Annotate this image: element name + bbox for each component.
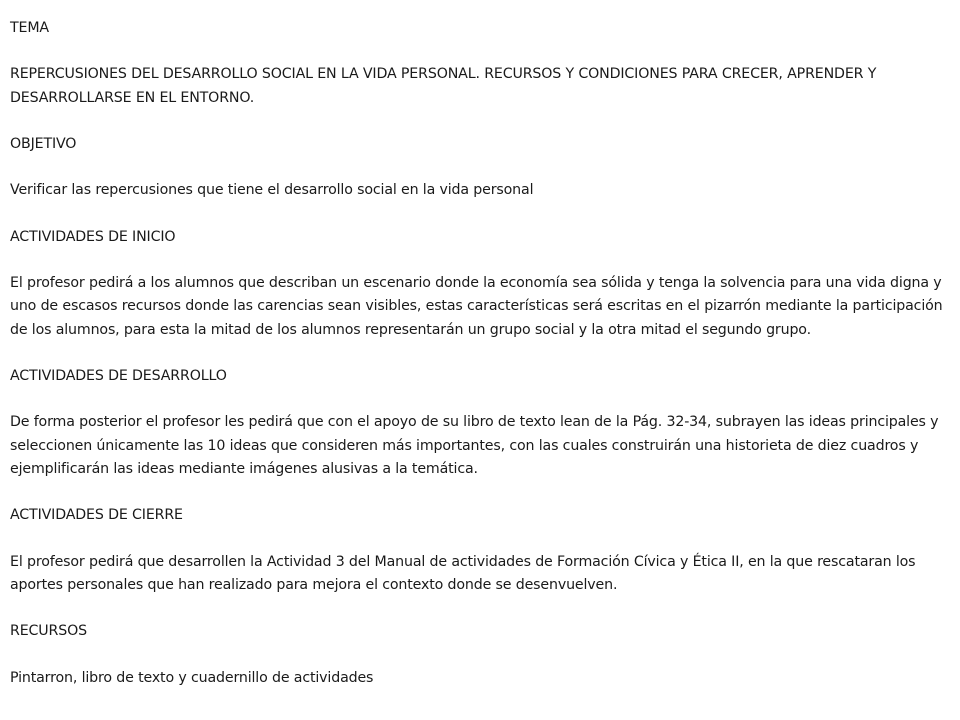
spacer <box>10 388 950 411</box>
spacer <box>10 597 950 620</box>
section-body-actividades-inicio: El profesor pedirá a los alumnos que describan un escenario donde la economía sea sólida y tenga la solvencia para una vida digna y uno de escasos recursos donde las carencias sean visibles, estas características será escritas en el pizarrón mediante la participación de los alumnos, para esta la mitad de los alumnos representarán un grupo social y la otra mitad el segundo grupo. <box>10 275 943 338</box>
section-heading-actividades-cierre: ACTIVIDADES DE CIERRE <box>10 507 183 524</box>
spacer <box>10 156 950 179</box>
section-body-actividades-desarrollo: De forma posterior el profesor les pedirá que con el apoyo de su libro de texto lean de la Pág. 32-34, subrayen las ideas principales y seleccionen únicamente las 10 ideas que consideren más importantes, con las cuales construirán una historieta de diez cuadros y ejemplificarán las ideas mediante imágenes alusivas a la temática. <box>10 414 939 477</box>
section-heading-recursos: RECURSOS <box>10 623 87 640</box>
spacer <box>10 110 950 133</box>
spacer <box>10 342 950 365</box>
section-body-objetivo: Verificar las repercusiones que tiene el desarrollo social en la vida personal <box>10 182 534 199</box>
section-body-tema: REPERCUSIONES DEL DESARROLLO SOCIAL EN LA VIDA PERSONAL. RECURSOS Y CONDICIONES PARA CRECER, APRENDER Y DESARROLLARSE EN EL ENTORNO. <box>10 66 877 106</box>
lesson-plan-document <box>10 17 950 690</box>
section-body-actividades-cierre: El profesor pedirá que desarrollen la Actividad 3 del Manual de actividades de Formación Cívica y Ética II, en la que rescataran los aportes personales que han realizado para mejora el contexto donde se desenvuelven. <box>10 553 916 593</box>
section-heading-tema: TEMA <box>10 20 49 36</box>
section-body-recursos: Pintarron, libro de texto y cuadernillo de actividades <box>10 669 374 686</box>
spacer <box>10 40 950 63</box>
section-heading-objetivo: OBJETIVO <box>10 135 77 152</box>
spacer <box>10 481 950 504</box>
spacer <box>10 249 950 272</box>
section-heading-actividades-inicio: ACTIVIDADES DE INICIO <box>10 228 176 245</box>
spacer <box>10 643 950 666</box>
spacer <box>10 203 950 226</box>
section-heading-actividades-desarrollo: ACTIVIDADES DE DESARROLLO <box>10 367 227 384</box>
spacer <box>10 527 950 550</box>
